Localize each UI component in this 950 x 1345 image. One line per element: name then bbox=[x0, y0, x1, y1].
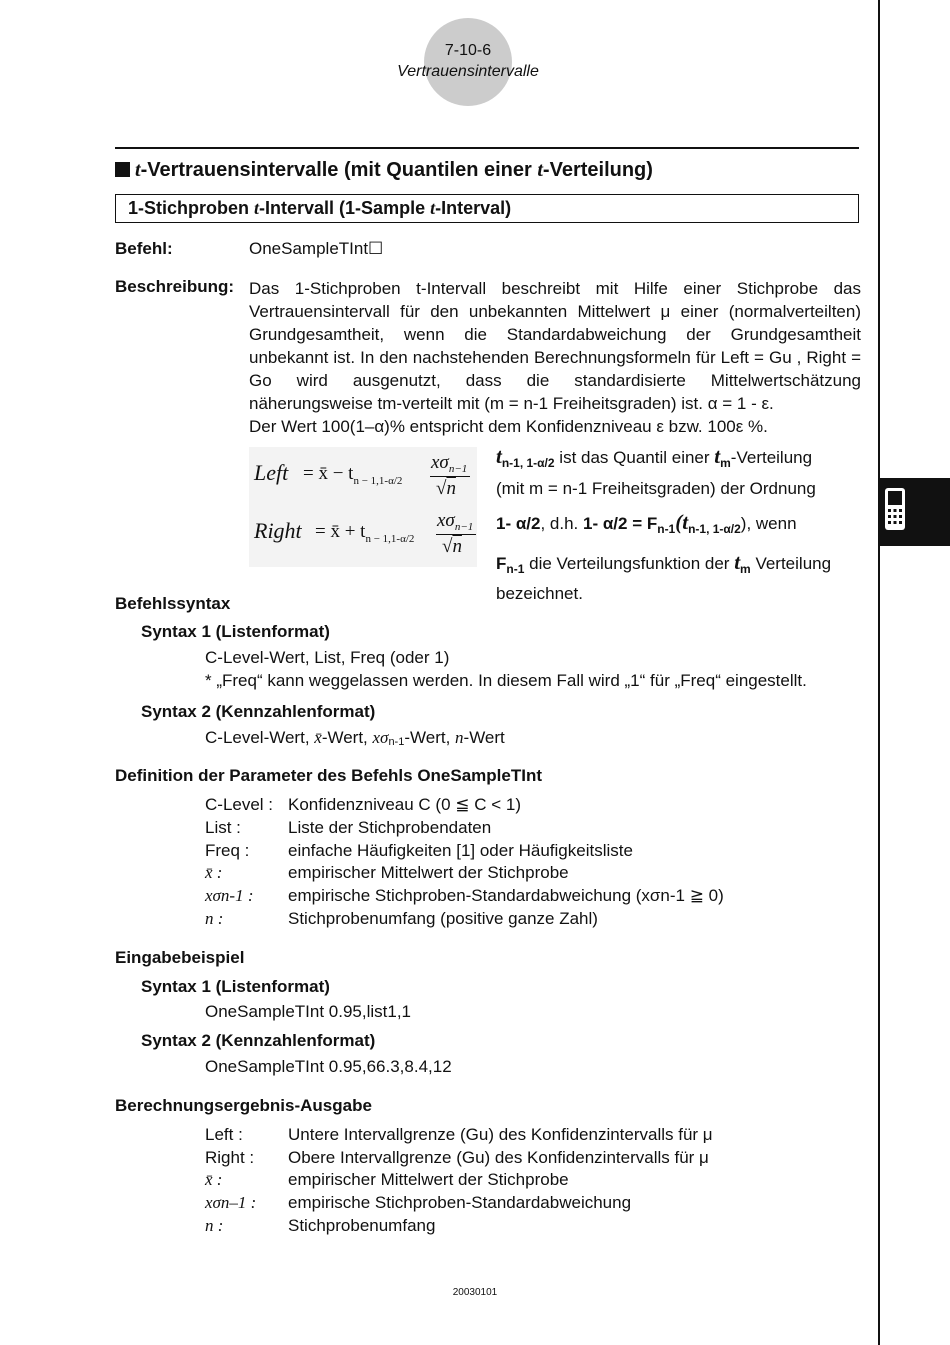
command-label: Befehl: bbox=[115, 239, 173, 258]
syntax1-line: C-Level-Wert, List, Freq (oder 1) bbox=[205, 648, 450, 667]
bullet-square-icon bbox=[115, 162, 130, 177]
output-key: Left : bbox=[205, 1125, 243, 1144]
output-key: Right : bbox=[205, 1148, 255, 1167]
description-label: Beschreibung: bbox=[115, 277, 235, 296]
description-text bbox=[249, 277, 861, 438]
formula-right-rhs: = x̄ + $t_{n - 1,1-\alpha/2}$ bbox=[315, 521, 415, 545]
margin-rule bbox=[878, 0, 880, 1345]
example-syntax2: OneSampleTInt 0.95,66.3,8.4,12 bbox=[205, 1057, 452, 1076]
param-value: Liste der Stichprobendaten bbox=[288, 818, 492, 837]
footer-code: 20030101 bbox=[452, 1287, 498, 1298]
syntax1-note: * „Freq“ kann weggelassen werden. In diesem Fall wird „1“ für „Freq“ eingestellt. bbox=[205, 671, 807, 690]
page-number-badge bbox=[424, 18, 512, 106]
param-key: n : bbox=[205, 909, 224, 928]
output-key: n : bbox=[205, 1216, 224, 1235]
param-key: C-Level : bbox=[205, 795, 274, 814]
syntax1-heading: Syntax 1 (Listenformat) bbox=[141, 622, 330, 641]
output-value: Untere Intervallgrenze (Gu) des Konfidenzintervalls für μ bbox=[288, 1125, 713, 1144]
formula-explanation: $t_{n-1, 1-\alpha/2}$ ist das Quantil einer $t_m$-Verteilung (mit m = n-1 Freiheitsgraden) der Ordnung 1- α/2, d.h. 1- $\alpha/2 = F_{n-1}(t_{n-1, 1-\alpha/2})$, wenn $F_{n-1}$ die Verteilungsfunktion der $t_m$ Verteilung bezeichnet. bbox=[496, 444, 832, 603]
param-key: Freq : bbox=[205, 841, 250, 860]
output-heading: Berechnungsergebnis-Ausgabe bbox=[115, 1096, 372, 1115]
page-number: 7-10-6 bbox=[444, 42, 492, 59]
formula-left-rhs: = x̄ − $t_{n - 1,1-\alpha/2}$ bbox=[303, 463, 403, 487]
param-key: xσn-1 : bbox=[205, 886, 254, 905]
formula-right-denominator: √n bbox=[442, 536, 462, 557]
formula-right-lhs: Right bbox=[254, 518, 302, 543]
param-key: x̄ : bbox=[205, 863, 223, 882]
example-syntax1-heading: Syntax 1 (Listenformat) bbox=[141, 977, 330, 996]
param-value: empirischer Mittelwert der Stichprobe bbox=[288, 863, 569, 882]
output-value: Stichprobenumfang bbox=[288, 1216, 436, 1235]
param-value: einfache Häufigkeiten [1] oder Häufigkeitsliste bbox=[288, 841, 633, 860]
calculator-icon bbox=[884, 487, 906, 531]
output-key: xσn–1 : bbox=[205, 1193, 257, 1212]
syntax2-heading: Syntax 2 (Kennzahlenformat) bbox=[141, 702, 376, 721]
syntax2-line: C-Level-Wert, x̄-Wert, xσn-1-Wert, n-Wert bbox=[205, 728, 505, 748]
page-subtitle: Vertrauensintervalle bbox=[397, 63, 539, 80]
param-value: Stichprobenumfang (positive ganze Zahl) bbox=[288, 909, 598, 928]
section-rule bbox=[115, 147, 859, 149]
formula-left-denominator: √n bbox=[436, 478, 456, 499]
output-key: x̄ : bbox=[205, 1170, 223, 1189]
description-paragraph: Das 1-Stichproben t-Intervall beschreibt mit Hilfe einer Stichprobe das Vertrauensintervall für den unbekannten Mittelwert μ einer (normalverteilten) Grundgesamtheit, wenn die Standardabweichung der Grundgesamtheit unbekannt ist. In den nachstehenden Berechnungsformeln für Left = Gu , Right = Go wird ausgenutzt, dass die standardisierte Mittelwertschätzung näherungsweise tm-verteilt mit (m = n-1 Freiheitsgraden) ist. α = 1 - ε. bbox=[249, 279, 861, 413]
example-syntax2-heading: Syntax 2 (Kennzahlenformat) bbox=[141, 1031, 376, 1050]
command-value: OneSampleTInt☐ bbox=[249, 239, 384, 258]
param-value: empirische Stichproben-Standardabweichung (xσn-1 ≧ 0) bbox=[288, 886, 724, 905]
subsection-title: 1-Stichproben t-Intervall (1-Sample t-Interval) bbox=[128, 198, 512, 218]
example-heading: Eingabebeispiel bbox=[115, 948, 245, 967]
definition-heading: Definition der Parameter des Befehls OneSampleTInt bbox=[115, 766, 543, 785]
description-paragraph-2: Der Wert 100(1–α)% entspricht dem Konfidenzniveau ε bzw. 100ε %. bbox=[249, 417, 768, 436]
output-value: empirischer Mittelwert der Stichprobe bbox=[288, 1170, 569, 1189]
formula-left-numerator: $x\sigma_{n-1}$ bbox=[431, 452, 468, 475]
param-key: List : bbox=[205, 818, 241, 837]
formula-right-numerator: $x\sigma_{n-1}$ bbox=[437, 510, 474, 533]
output-value: Obere Intervallgrenze (Gu) des Konfidenzintervalls für μ bbox=[288, 1148, 709, 1167]
fraction-bar bbox=[430, 476, 470, 477]
syntax-heading: Befehlssyntax bbox=[115, 594, 231, 613]
example-syntax1: OneSampleTInt 0.95,list1,1 bbox=[205, 1002, 412, 1021]
section-title: t-Vertrauensintervalle (mit Quantilen einer t-Verteilung) bbox=[115, 159, 653, 182]
param-value: Konfidenzniveau C (0 ≦ C < 1) bbox=[288, 795, 522, 814]
output-value: empirische Stichproben-Standardabweichung bbox=[288, 1193, 632, 1212]
formula-left-lhs: Left bbox=[254, 460, 289, 485]
fraction-bar bbox=[436, 534, 476, 535]
